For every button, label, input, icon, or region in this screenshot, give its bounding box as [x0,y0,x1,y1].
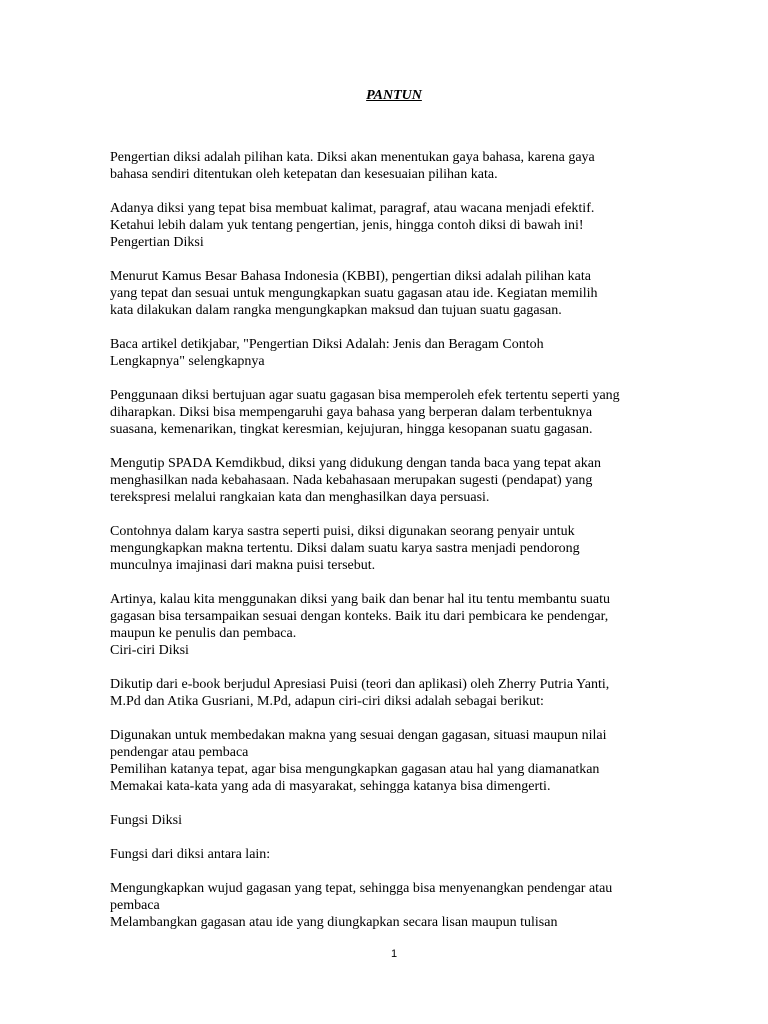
text-line: Mengungkapkan wujud gagasan yang tepat, sehingga bisa menyenangkan pendengar atau [110,881,613,896]
text-line: menghasilkan nada kebahasaan. Nada kebahasaan merupakan sugesti (pendapat) yang [110,473,593,488]
text-line: Ciri-ciri Diksi [110,643,189,658]
text-line: Digunakan untuk membedakan makna yang sesuai dengan gagasan, situasi maupun nilai [110,728,607,743]
paragraph-gap [110,795,670,812]
text-line: Melambangkan gagasan atau ide yang diungkapkan secara lisan maupun tulisan [110,915,558,930]
text-line: Lengkapnya" selengkapnya [110,354,265,369]
text-line: diharapkan. Diksi bisa mempengaruhi gaya bahasa yang berperan dalam terbentuknya [110,405,593,420]
text-line: pembaca [110,898,160,913]
text-line: mengungkapkan makna tertentu. Diksi dalam suatu karya sastra menjadi pendorong [110,541,580,556]
text-line: Pengertian diksi adalah pilihan kata. Diksi akan menentukan gaya bahasa, karena gaya [110,150,595,165]
paragraph-gap [110,659,670,676]
paragraph [110,880,670,931]
paragraph [110,455,670,506]
paragraph-gap [110,251,670,268]
paragraph-gap [110,863,670,880]
paragraph [110,812,670,829]
page-title: PANTUN [366,88,422,103]
paragraph-gap [110,319,670,336]
text-line: Penggunaan diksi bertujuan agar suatu gagasan bisa memperoleh efek tertentu seperti yang [110,388,620,403]
paragraph-gap [110,710,670,727]
text-line: Ketahui lebih dalam yuk tentang pengertian, jenis, hingga contoh diksi di bawah ini! [110,218,584,233]
text-line: Pemilihan katanya tepat, agar bisa mengungkapkan gagasan atau hal yang diamanatkan [110,762,600,777]
document-body [110,149,670,931]
text-line: maupun ke penulis dan pembaca. [110,626,297,641]
paragraph [110,387,670,438]
page-number: 1 [390,948,398,960]
text-line: Fungsi Diksi [110,813,182,828]
paragraph-gap [110,829,670,846]
text-line: Memakai kata-kata yang ada di masyarakat, sehingga katanya bisa dimengerti. [110,779,551,794]
text-line: yang tepat dan sesuai untuk mengungkapkan suatu gagasan atau ide. Kegiatan memilih [110,286,598,301]
paragraph-gap [110,506,670,523]
text-line: Baca artikel detikjabar, "Pengertian Diksi Adalah: Jenis dan Beragam Contoh [110,337,544,352]
paragraph [110,727,670,795]
text-line: kata dilakukan dalam rangka mengungkapkan maksud dan tujuan suatu gagasan. [110,303,562,318]
text-line: pendengar atau pembaca [110,745,249,760]
text-line: Contohnya dalam karya sastra seperti puisi, diksi digunakan seorang penyair untuk [110,524,575,539]
text-line: bahasa sendiri ditentukan oleh ketepatan dan kesesuaian pilihan kata. [110,167,498,182]
text-line: gagasan bisa tersampaikan sesuai dengan konteks. Baik itu dari pembicara ke pendengar, [110,609,609,624]
text-line: Fungsi dari diksi antara lain: [110,847,271,862]
paragraph [110,676,670,710]
paragraph [110,846,670,863]
text-line: Dikutip dari e-book berjudul Apresiasi Puisi (teori dan aplikasi) oleh Zherry Putria Yanti, [110,677,610,692]
text-line: M.Pd dan Atika Gusriani, M.Pd, adapun ciri-ciri diksi adalah sebagai berikut: [110,694,544,709]
paragraph [110,523,670,574]
text-line: munculnya imajinasi dari makna puisi tersebut. [110,558,376,573]
text-line: Adanya diksi yang tepat bisa membuat kalimat, paragraf, atau wacana menjadi efektif. [110,201,595,216]
text-line: Pengertian Diksi [110,235,204,250]
text-line: Artinya, kalau kita menggunakan diksi yang baik dan benar hal itu tentu membantu suatu [110,592,610,607]
paragraph [110,200,670,251]
paragraph-gap [110,370,670,387]
paragraph-gap [110,183,670,200]
text-line: terekspresi melalui rangkaian kata dan menghasilkan daya persuasi. [110,490,490,505]
text-line: Mengutip SPADA Kemdikbud, diksi yang didukung dengan tanda baca yang tepat akan [110,456,601,471]
paragraph-gap [110,574,670,591]
paragraph [110,336,670,370]
paragraph-gap [110,438,670,455]
text-line: Menurut Kamus Besar Bahasa Indonesia (KBBI), pengertian diksi adalah pilihan kata [110,269,591,284]
paragraph [110,149,670,183]
text-line: suasana, kemenarikan, tingkat keresmian, kejujuran, hingga kesopanan suatu gagasan. [110,422,593,437]
paragraph [110,268,670,319]
paragraph [110,591,670,659]
